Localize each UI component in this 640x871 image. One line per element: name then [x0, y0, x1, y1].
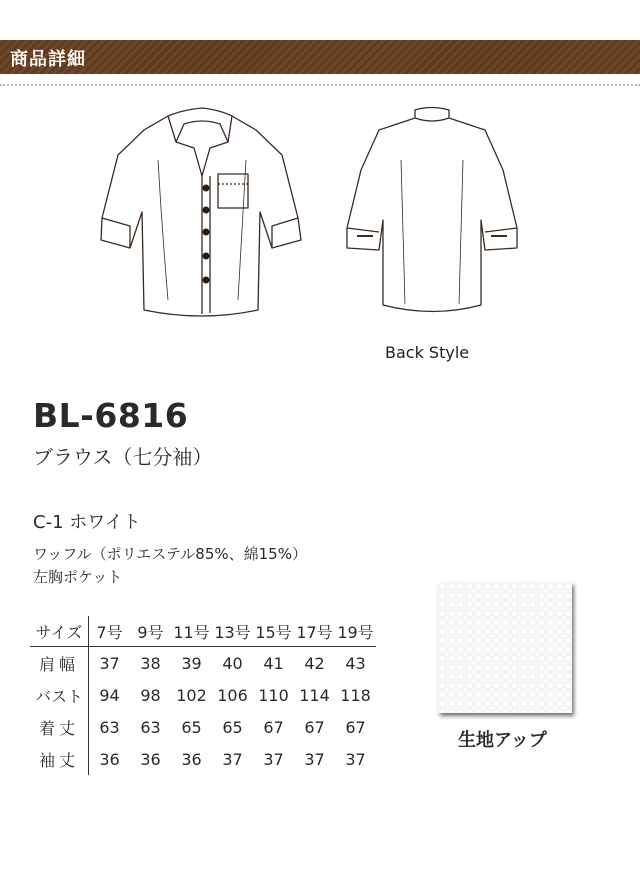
section-title: 商品詳細 — [10, 49, 86, 70]
table-cell: 67 — [304, 717, 325, 737]
size-header-cell: 7号 — [89, 616, 131, 647]
table-cell: 37 — [304, 749, 325, 769]
table-row — [30, 679, 376, 711]
fabric-swatch-image — [438, 582, 572, 713]
fabric-swatch-caption: 生地アップ — [458, 730, 547, 751]
row-label: 肩幅 — [30, 647, 89, 680]
table-cell: 41 — [263, 653, 284, 673]
table-cell: 42 — [304, 653, 325, 673]
table-cell: 43 — [345, 653, 366, 673]
table-row — [30, 647, 376, 680]
table-cell: 37 — [222, 749, 243, 769]
front-view-illustration — [98, 100, 310, 325]
table-cell: 63 — [99, 717, 120, 737]
table-cell: 94 — [99, 685, 120, 705]
table-cell: 106 — [217, 685, 248, 705]
back-view-illustration — [345, 100, 520, 320]
back-style-caption: Back Style — [385, 343, 470, 362]
product-color: C-1 ホワイト — [33, 512, 141, 533]
table-cell: 36 — [181, 749, 202, 769]
dotted-divider — [0, 84, 640, 86]
table-cell: 39 — [181, 653, 202, 673]
table-cell: 67 — [345, 717, 366, 737]
table-cell: 118 — [340, 685, 371, 705]
size-header-cell: 13号 — [212, 616, 253, 647]
product-model-number: BL-6816 — [33, 396, 189, 435]
row-label: 袖丈 — [30, 743, 89, 775]
table-cell: 38 — [140, 653, 161, 673]
table-row — [30, 711, 376, 743]
section-header-bar — [0, 40, 640, 74]
size-header-cell: 17号 — [294, 616, 335, 647]
size-header-label: サイズ — [30, 616, 89, 647]
table-cell: 36 — [99, 749, 120, 769]
table-cell: 40 — [222, 653, 243, 673]
table-cell: 110 — [258, 685, 289, 705]
row-label: 着丈 — [30, 711, 89, 743]
table-cell: 37 — [345, 749, 366, 769]
table-row — [30, 743, 376, 775]
table-cell: 37 — [99, 653, 120, 673]
row-label: バスト — [30, 679, 89, 711]
size-header-cell: 15号 — [253, 616, 294, 647]
table-cell: 114 — [299, 685, 330, 705]
size-table — [30, 616, 376, 775]
table-cell: 36 — [140, 749, 161, 769]
table-cell: 67 — [263, 717, 284, 737]
size-header-cell: 19号 — [335, 616, 376, 647]
product-material: ワッフル（ポリエステル85%、綿15%） — [33, 545, 307, 563]
table-cell: 65 — [181, 717, 202, 737]
table-cell: 63 — [140, 717, 161, 737]
size-header-cell: 11号 — [171, 616, 212, 647]
table-cell: 65 — [222, 717, 243, 737]
product-name: ブラウス（七分袖） — [33, 445, 213, 469]
size-table-header-row — [30, 616, 376, 647]
table-cell: 98 — [140, 685, 161, 705]
size-header-cell: 9号 — [130, 616, 171, 647]
product-feature: 左胸ポケット — [33, 568, 123, 586]
table-cell: 102 — [176, 685, 207, 705]
table-cell: 37 — [263, 749, 284, 769]
